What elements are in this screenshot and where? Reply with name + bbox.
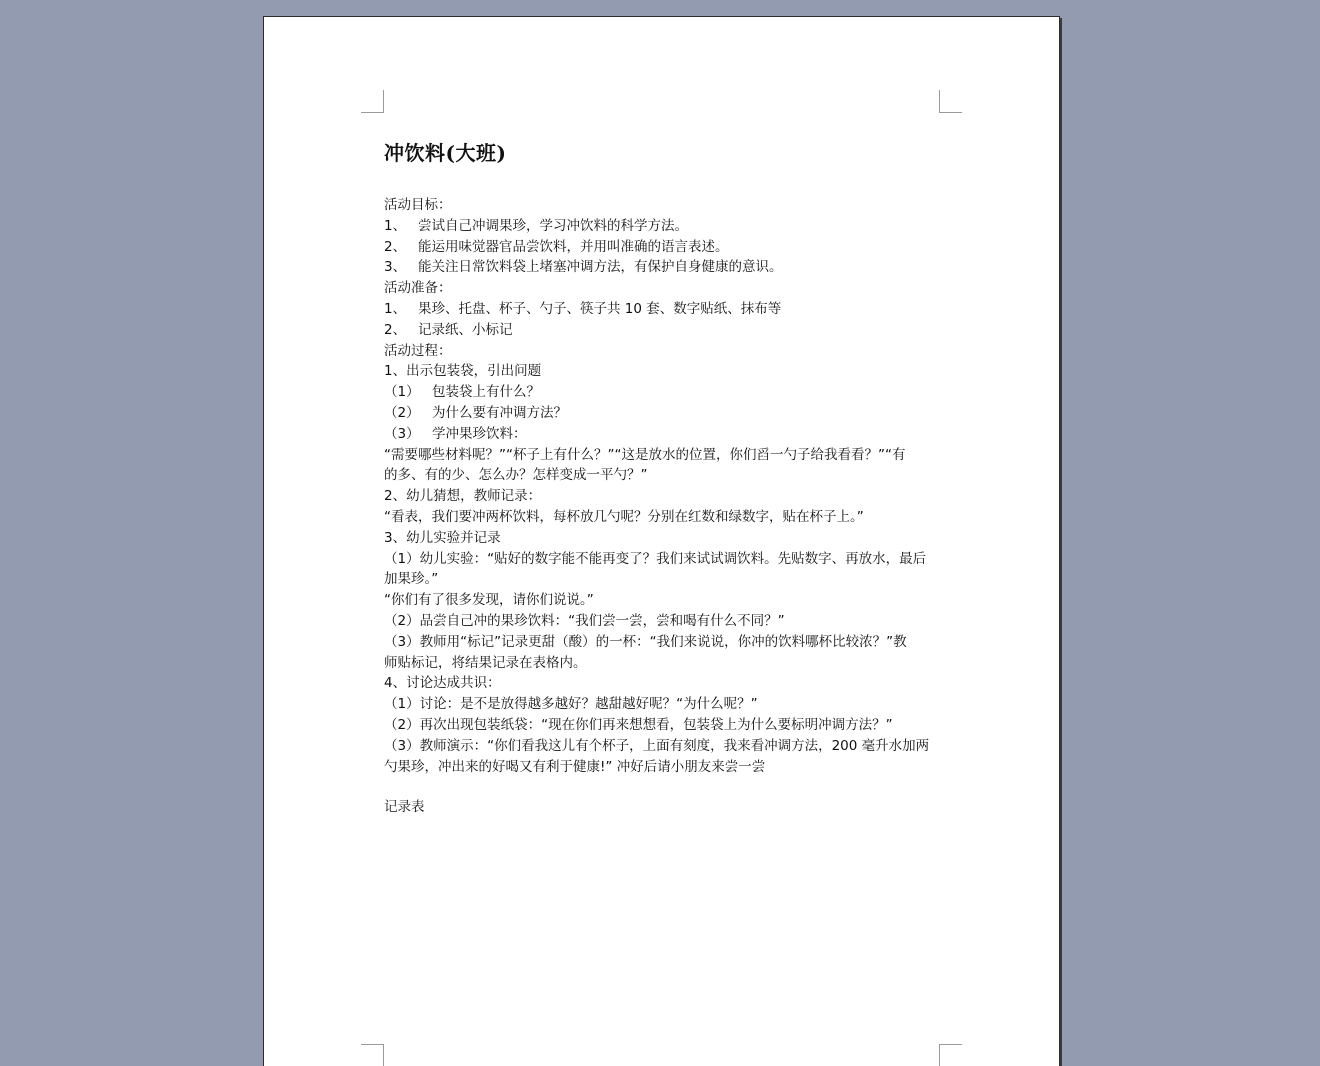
record-table-label: 记录表 — [384, 799, 425, 816]
step-subitem: （1） 包装袋上有什么？ — [384, 384, 540, 401]
step-heading: 4、讨论达成共识： — [384, 675, 501, 692]
margin-corner-mark — [939, 90, 962, 113]
prep-item: 2、 记录纸、小标记 — [384, 321, 513, 338]
step-heading: 2、幼儿猜想，教师记录： — [384, 488, 542, 505]
paragraph-line: “需要哪些材料呢？”“杯子上有什么？”“这是放水的位置，你们舀一勺子给我看看？”“有 — [384, 446, 906, 463]
paragraph-line: “你们有了很多发现，请你们说说。” — [384, 592, 594, 609]
document-page — [263, 16, 1060, 1066]
blank-line — [384, 777, 944, 797]
paragraph-line: 的多、有的少、怎么办？怎样变成一平勺？” — [384, 467, 648, 484]
document-body[interactable] — [384, 137, 944, 818]
paragraph-line: 勺果珍，冲出来的好喝又有利于健康!” 冲好后请小朋友来尝一尝 — [384, 758, 766, 775]
paragraph-line: “看表，我们要冲两杯饮料，每杯放几勺呢？分别在红数和绿数字，贴在杯子上。” — [384, 508, 864, 525]
section-heading: 活动过程： — [384, 342, 452, 359]
paragraph-line: （2）品尝自己冲的果珍饮料：“我们尝一尝，尝和喝有什么不同？” — [384, 612, 785, 629]
goal-item: 3、 能关注日常饮料袋上堵塞冲调方法，有保护自身健康的意识。 — [384, 259, 783, 276]
paragraph-line: （2）再次出现包装纸袋：“现在你们再来想想看，包装袋上为什么要标明冲调方法？” — [384, 716, 893, 733]
paragraph-line: （1）讨论：是不是放得越多越好？越甜越好呢？“为什么呢？” — [384, 696, 758, 713]
document-title: 冲饮料(大班) — [384, 141, 507, 165]
step-subitem: （2） 为什么要有冲调方法？ — [384, 404, 567, 421]
margin-corner-mark — [361, 1044, 384, 1066]
paragraph-line: （3）教师用“标记”记录更甜（酸）的一杯：“我们来说说，你冲的饮料哪杯比较浓？”教 — [384, 633, 907, 650]
paragraph-line: 加果珍。” — [384, 571, 439, 588]
step-subitem: （3） 学冲果珍饮料： — [384, 425, 527, 442]
goal-item: 2、 能运用味觉器官品尝饮料，并用叫准确的语言表述。 — [384, 238, 729, 255]
paragraph-line: 师贴标记，将结果记录在表格内。 — [384, 654, 587, 671]
step-heading: 3、幼儿实验并记录 — [384, 529, 501, 546]
paragraph-line: （1）幼儿实验：“贴好的数字能不能再变了？我们来试试调饮料。先贴数字、再放水，最后 — [384, 550, 927, 567]
section-heading: 活动目标： — [384, 197, 452, 213]
goal-item: 1、 尝试自己冲调果珍，学习冲饮料的科学方法。 — [384, 217, 688, 234]
section-heading: 活动准备： — [384, 280, 452, 297]
margin-corner-mark — [361, 90, 384, 113]
step-heading: 1、出示包装袋，引出问题 — [384, 363, 542, 380]
paragraph-line: （3）教师演示：“你们看我这儿有个杯子，上面有刻度，我来看冲调方法，200 毫升水加两 — [384, 737, 930, 754]
prep-item: 1、 果珍、托盘、杯子、勺子、筷子共 10 套、数字贴纸、抹布等 — [384, 300, 782, 317]
margin-corner-mark — [939, 1044, 962, 1066]
